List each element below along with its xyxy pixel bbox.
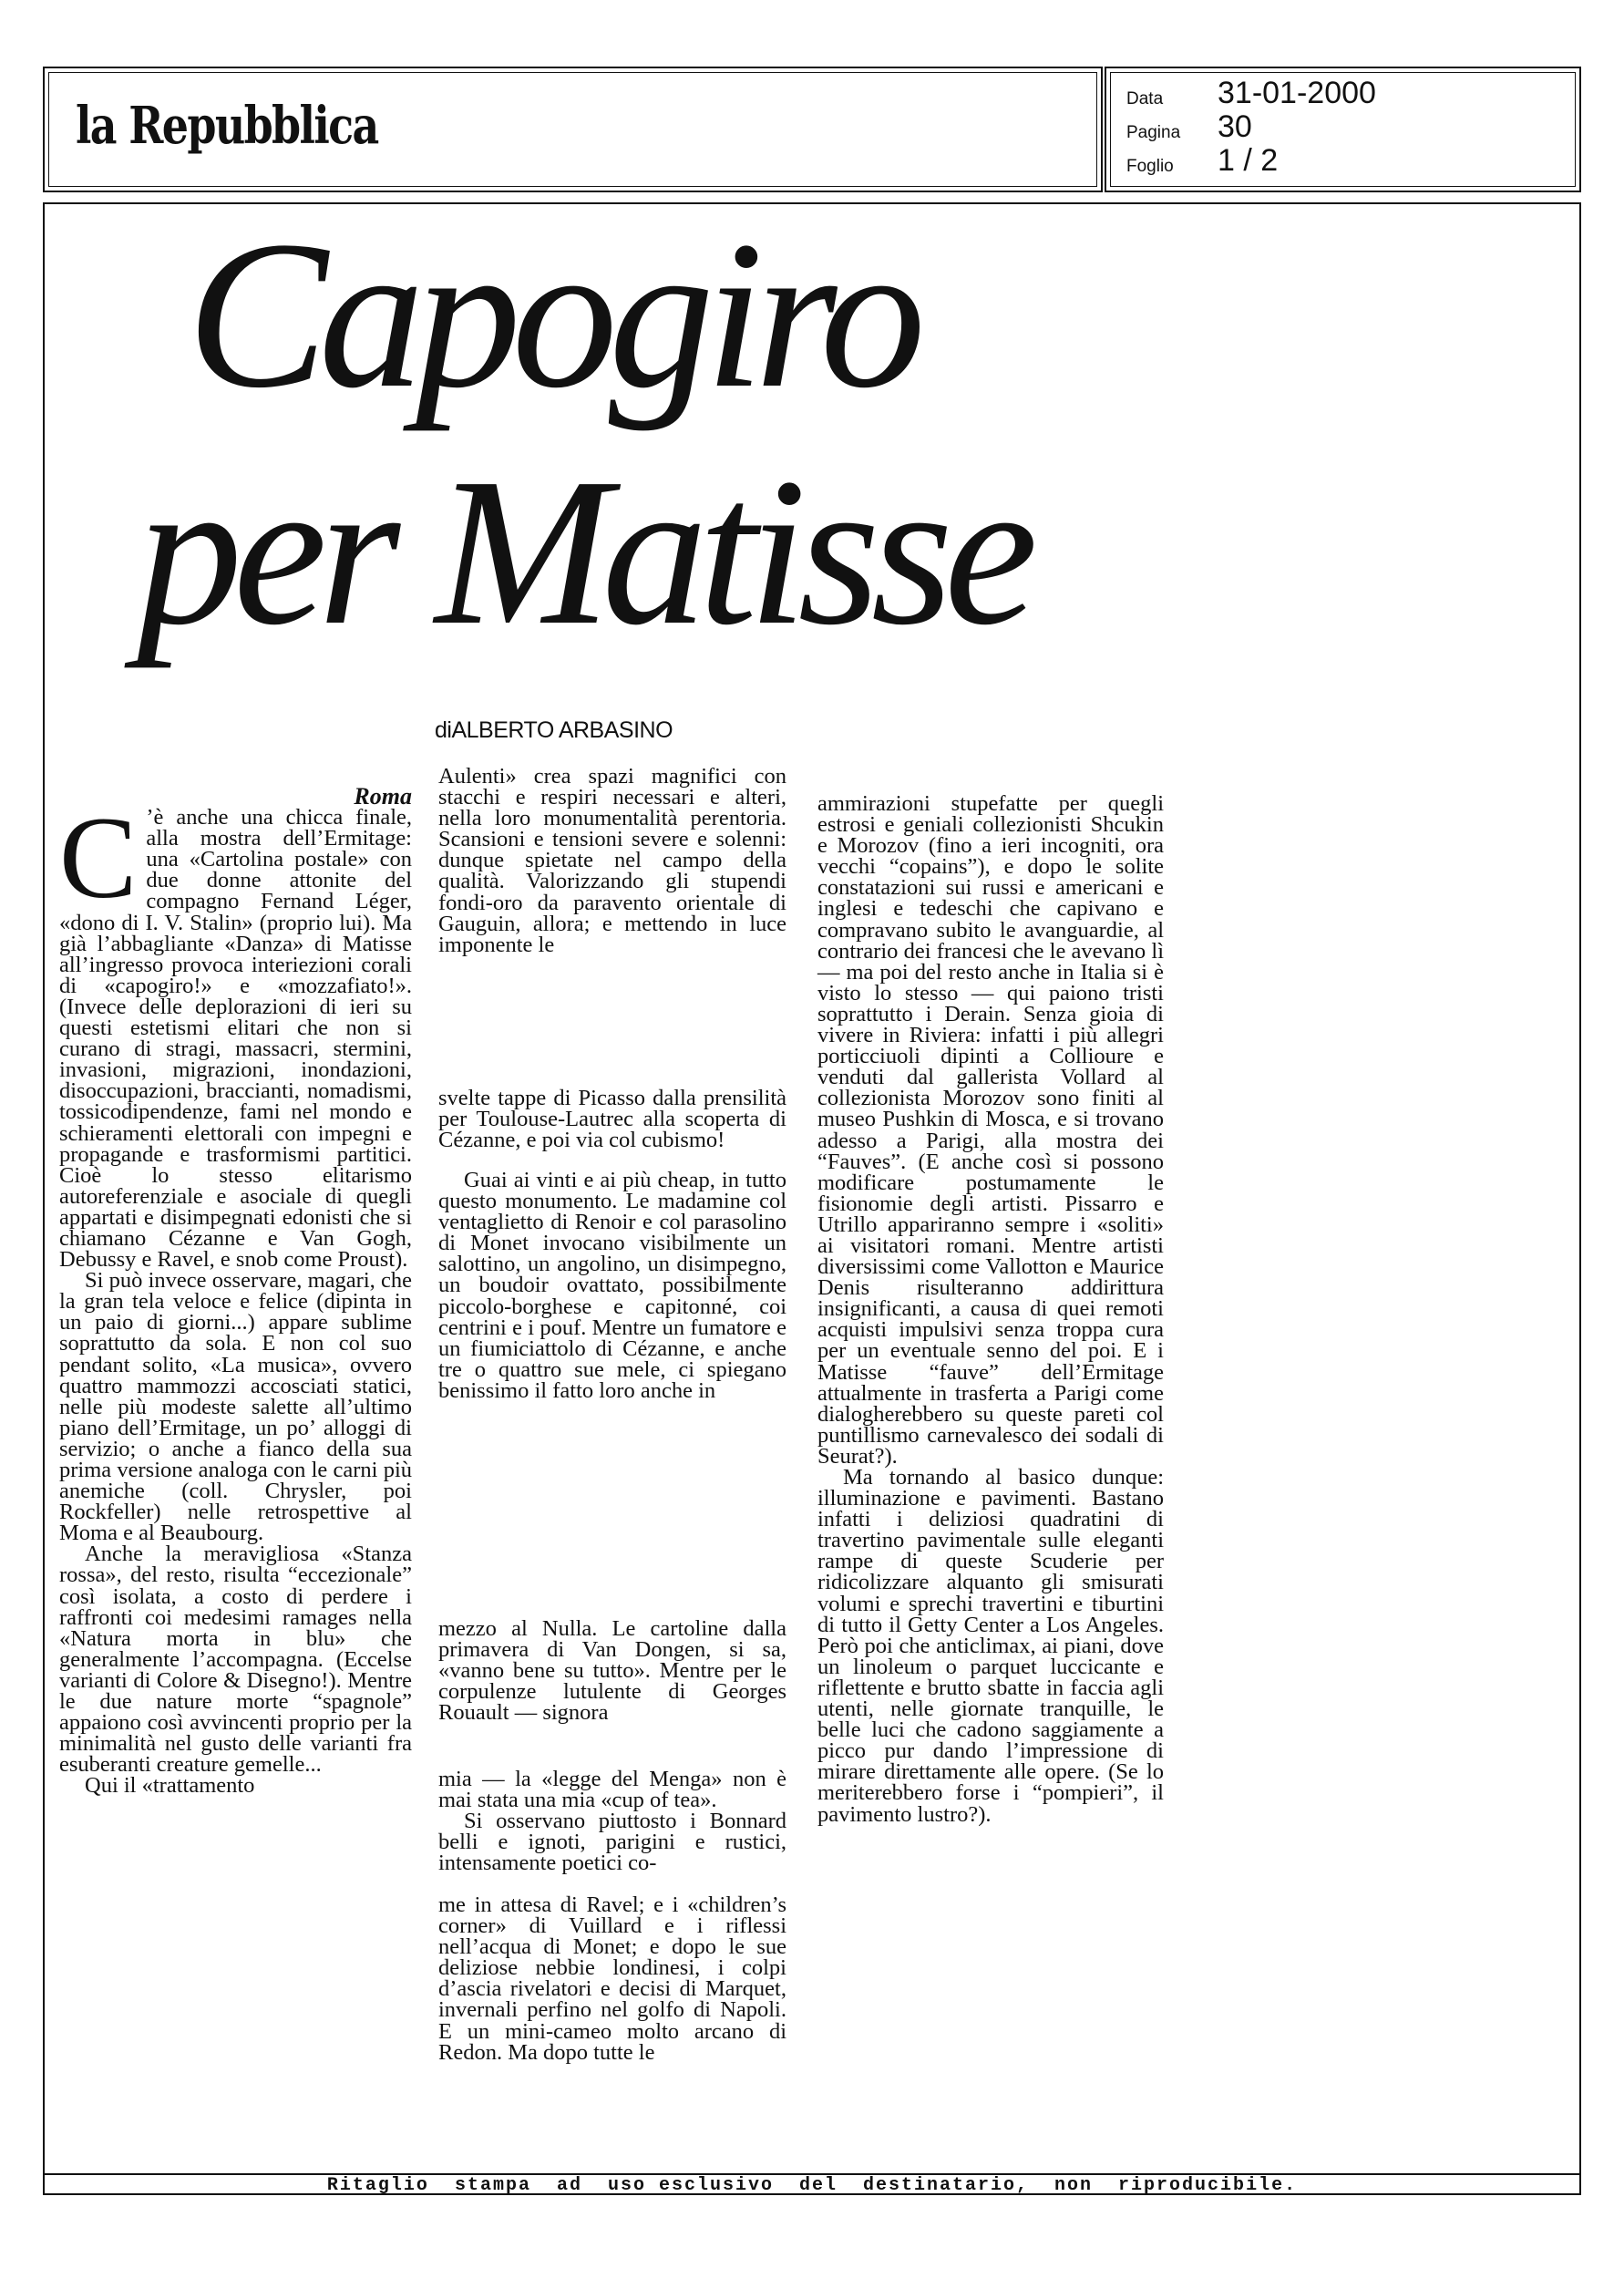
meta-label-pagina: Pagina	[1126, 123, 1181, 142]
footer-notice	[43, 2173, 1581, 2195]
paragraph-11: me in attesa di Ravel; e i «children’s corner» di Vuillard e i riflessi nell’acqua di Monet; e dopo le sue deliziose nebbie londinesi, i colpi d’ascia rivelatori e decisi di Marquet, invernali perfino nel golfo di Napoli. E un mini-cameo molto arcano di Redon. Ma dopo tutte le	[438, 1892, 786, 2065]
footer-text: Ritaglio stampa ad uso esclusivo del destinatario, non riproducibile.	[326, 2175, 1298, 2196]
paragraph-9: mia — la «legge del Menga» non è mai stata una mia «cup of tea».	[438, 1767, 786, 1813]
meta-value-data: 31-01-2000	[1218, 76, 1376, 110]
dateline: Roma	[354, 783, 412, 810]
column-2-block-3	[438, 1170, 786, 1401]
paragraph-2: Si può invece osservare, magari, che la gran tela veloce e felice (dipinta in un paio di giorni...) appare sublime soprattutto da sola. E non col suo pendant solito, «La musica», ovvero quattro mammozzi accosciati statici, nelle più modeste salette all’ultimo piano dell’Ermitage, un po’ alloggi di servizio; o anche a fianco della sua prima versione analoga con le carni più anemiche (coll. Chrysler, poi Rockfeller) nelle retrospettive al Moma e al Beaubourg.	[59, 1268, 412, 1546]
paragraph-12: ammirazioni stupefatte per quegli estrosi e geniali collezionisti Shcukin e Morozov (fino a ieri incogniti, ora vecchi “copains”), e dopo le solite constatazioni sui russi e americani e inglesi e tedeschi che capivano e compravano subito le avanguardie, al contrario dei francesi che le avevano lì — ma poi del resto anche in Italia si è visto lo stesso — qui paiono tristi soprattutto i Derain. Senza gioia di vivere in Riviera: infatti i più allegri porticciuoli dipinti a Collioure e venduti dal gallerista Vollard al collezionista Morozov sono finiti al museo Pushkin di Mosca, e si trovano adesso a Parigi, alla mostra dei “Fauves”. (E anche così si possono modificare postumamente le fisionomie degli artisti. Pissarro e Utrillo appariranno sempre i «soliti» ai visitatori romani. Mentre artisti diversissimi come Vallotton e Maurice Denis risulteranno addirittura insignificanti, a causa di quei remoti acquisti impulsivi senza troppa cura per un eventuale senno del poi. E i Matisse “fauve” dell’Ermitage attualmente in trasferta a Parigi come dialogherebbero su queste pareti col puntillismo carnevalesco dei sodali di Seurat?).	[817, 791, 1164, 1469]
column-2-block-5	[438, 1767, 786, 1876]
paragraph-13: Ma tornando al basico dunque: illuminazione e pavimenti. Bastano infatti i deliziosi quadratini di travertino pavimentale sulle eleganti rampe di queste Scuderie per ridicolizzare alquanto gli smisurati volumi e sprechi travertini e tiburtini di tutto il Getty Center a Los Angeles. Però poi che anticlimax, ai piani, dove un linoleum o parquet luccicante e riflettente e brutto sbatte in faccia agli utenti, nelle giornate tranquille, le belle luci che cadono saggiamente a picco pur dando l’impressione di mirare direttamente alle opere. (Se lo meriterebbero forse i “pompieri”, il pavimento lustro?).	[817, 1465, 1164, 1827]
paragraph-3: Anche la meravigliosa «Stanza rossa», del resto, risulta “eccezionale” così isolata, a costo di perdere i raffronti coi medesimi ramages nella «Natura morta in blu» che generalmente l’accompagna. (Eccelse varianti di Colore & Disegno!). Mentre le due nature morte “spagnole” appaiono così avvincenti proprio per la minimalità nel gusto delle varianti fra esuberanti creature gemelle...	[59, 1542, 412, 1778]
paragraph-7: Guai ai vinti e ai più cheap, in tutto questo monumento. Le madamine col ventaglietto di Renoir e col parasolino di Monet invocano visibilmente un salottino, un angolino, un disimpegno, un boudoir ovattato, possibilmente piccolo-borghese e capitonné, coi centrini e i pouf. Mentre un fumatore e un fiumiciattolo di Cézanne, e anche tre o quattro sue mele, ci spiegano benissimo il fatto loro anche in	[438, 1168, 786, 1403]
column-2-block-4	[438, 1616, 786, 1726]
meta-box	[1105, 67, 1581, 192]
column-2-block-6	[438, 1894, 786, 2063]
masthead-box	[43, 67, 1103, 192]
drop-cap: C	[59, 793, 138, 923]
column-2-block-2	[438, 1086, 786, 1153]
meta-value-foglio: 1 / 2	[1218, 143, 1279, 178]
byline-prefix: di	[435, 717, 452, 743]
byline	[435, 717, 673, 744]
masthead-logo: la Repubblica	[76, 96, 378, 156]
column-3	[817, 793, 1164, 1825]
column-1	[59, 783, 412, 1799]
paragraph-1-text: ’è anche una chicca finale, alla mostra dell’Ermitage: una «Cartolina postale» con due donne attonite del compagno Fernand Léger, «dono di I. V. Stalin» (proprio lui). Ma già l’abbagliante «Danza» di Matisse all’ingresso provoca interiezioni corali di «capogiro!» e «mozzafiato!». (Invece delle deplorazioni di ieri su questi estetismi elitari che non si curano di stragi, massacri, stermini, invasioni, migrazioni, inondazioni, disoccupazioni, braccianti, nomadismi, tossicodipendenze, fami nel mondo e schieramenti elettorali con impegni e propagande e trasformismi partitici. Cioè lo stesso elitarismo autoreferenziale e asociale di quegli appartati e disimpegnati edonisti che si chiamano Cézanne e Van Gogh, Debussy e Ravel, e snob come Proust).	[59, 805, 412, 1273]
paragraph-10: Si osservano piuttosto i Bonnard belli e ignoti, parigini e rustici, intensamente poetici co-	[438, 1809, 786, 1876]
meta-label-foglio: Foglio	[1126, 157, 1174, 176]
column-2-block-1	[438, 766, 786, 955]
article-title-line-1: Capogiro	[187, 198, 917, 432]
paragraph-8: mezzo al Nulla. Le cartoline dalla primavera di Van Dongen, si sa, «vanno bene su tutto». Mentre per le corpulenze lutulente di Georges Rouault — signora	[438, 1616, 786, 1726]
byline-author: ALBERTO ARBASINO	[451, 717, 673, 743]
article-title-line-2: per Matisse	[137, 435, 1029, 669]
paragraph-5: Aulenti» crea spazi magnifici con stacchi e respiri necessari e alteri, nella loro monumentalità perentoria. Scansioni e tensioni severe e solenni: dunque spietate nel campo della qualità. Valorizzando gli stupendi fondi-oro da paravento orientale di Gauguin, allora; e mettendo in luce imponente le	[438, 764, 786, 957]
meta-label-data: Data	[1126, 89, 1164, 108]
paragraph-6: svelte tappe di Picasso dalla prensilità per Toulouse-Lautrec alla scoperta di Cézanne, e poi via col cubismo!	[438, 1086, 786, 1153]
meta-value-pagina: 30	[1218, 109, 1252, 144]
paragraph-4: Qui il «trattamento	[85, 1773, 255, 1799]
